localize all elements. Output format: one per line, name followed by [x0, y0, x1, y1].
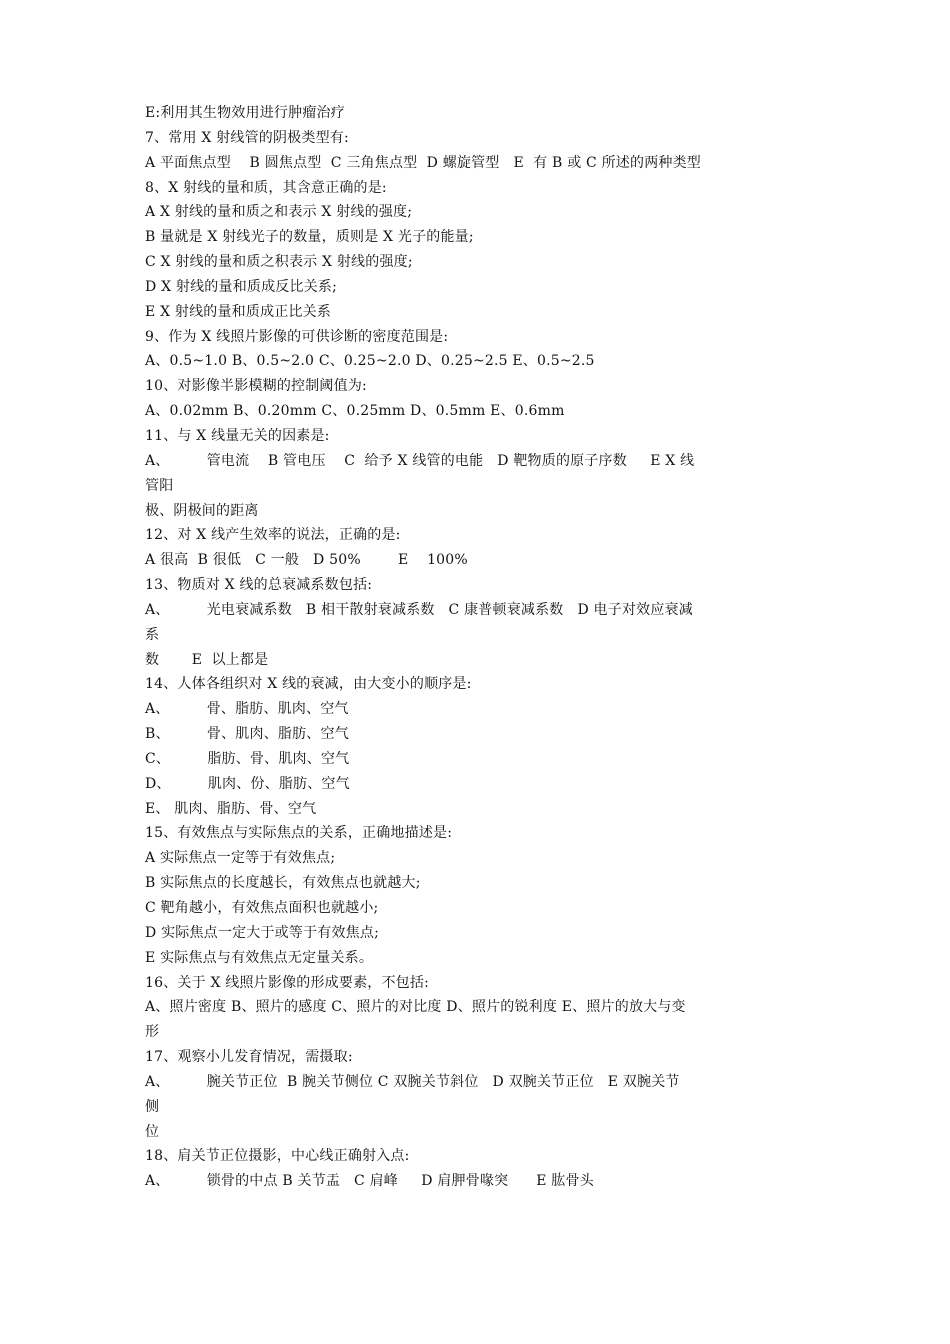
- option-line: B、 骨、肌肉、脂肪、空气: [145, 726, 349, 743]
- options-line: A、照片密度 B、照片的感度 C、照片的对比度 D、照片的锐利度 E、照片的放大与变: [145, 999, 686, 1016]
- options-line-continued: 侧: [145, 1098, 160, 1115]
- options-line: A、0.02mm B、0.20mm C、0.25mm D、0.5mm E、0.6mm: [145, 403, 565, 420]
- options-line-continued: 管阳: [145, 477, 174, 494]
- option-line: E X 射线的量和质成正比关系: [145, 303, 332, 320]
- options-line-continued: 数 E 以上都是: [145, 651, 269, 668]
- option-line: C X 射线的量和质之积表示 X 射线的强度;: [145, 254, 413, 271]
- options-line: A 很高 B 很低 C 一般 D 50% E 100%: [145, 552, 468, 569]
- options-line: A、0.5~1.0 B、0.5~2.0 C、0.25~2.0 D、0.25~2.5 E、0.5~2.5: [145, 353, 595, 370]
- question-8: 8、X 射线的量和质，其含意正确的是:: [145, 179, 387, 196]
- options-line: A 平面焦点型 B 圆焦点型 C 三角焦点型 D 螺旋管型 E 有 B 或 C 所述的两种类型: [145, 154, 702, 171]
- document-page: [145, 101, 825, 1194]
- option-line: D、 肌肉、份、脂肪、空气: [145, 775, 350, 792]
- question-18: 18、肩关节正位摄影，中心线正确射入点:: [145, 1148, 410, 1165]
- option-line: D 实际焦点一定大于或等于有效焦点;: [145, 924, 379, 941]
- option-line: E 实际焦点与有效焦点无定量关系。: [145, 949, 374, 966]
- options-line-continued: 极、阴极间的距离: [145, 502, 259, 519]
- question-12: 12、对 X 线产生效率的说法，正确的是:: [145, 527, 401, 544]
- option-line: C、 脂肪、骨、肌肉、空气: [145, 750, 350, 767]
- question-9: 9、作为 X 线照片影像的可供诊断的密度范围是:: [145, 328, 449, 345]
- option-line: D X 射线的量和质成反比关系;: [145, 278, 338, 295]
- question-7: 7、常用 X 射线管的阴极类型有:: [145, 129, 349, 146]
- question-16: 16、关于 X 线照片影像的形成要素，不包括:: [145, 974, 429, 991]
- question-13: 13、物质对 X 线的总衰减系数包括:: [145, 577, 373, 594]
- option-line: C 靶角越小，有效焦点面积也就越小;: [145, 900, 379, 916]
- options-line-continued: 系: [145, 626, 160, 643]
- question-14: 14、人体各组织对 X 线的衰减，由大变小的顺序是:: [145, 676, 472, 693]
- option-line: A、 骨、脂肪、肌肉、空气: [145, 701, 349, 718]
- options-line: A、 腕关节正位 B 腕关节侧位 C 双腕关节斜位 D 双腕关节正位 E 双腕关节: [145, 1073, 680, 1090]
- text-line: E:利用其生物效用进行肿瘤治疗: [145, 105, 345, 121]
- option-line: E、 肌肉、脂肪、骨、空气: [145, 800, 317, 817]
- question-10: 10、对影像半影模糊的控制阈值为:: [145, 378, 367, 395]
- options-line: A、 管电流 B 管电压 C 给予 X 线管的电能 D 靶物质的原子序数 E X 线: [145, 452, 695, 469]
- option-line: B 实际焦点的长度越长，有效焦点也就越大;: [145, 875, 421, 892]
- option-line: A X 射线的量和质之和表示 X 射线的强度;: [145, 204, 413, 221]
- question-15: 15、有效焦点与实际焦点的关系，正确地描述是:: [145, 825, 453, 842]
- options-line-continued: 位: [145, 1123, 160, 1140]
- option-line: B 量就是 X 射线光子的数量，质则是 X 光子的能量;: [145, 229, 474, 246]
- options-line-continued: 形: [145, 1024, 160, 1041]
- options-line: A、 锁骨的中点 B 关节盂 C 肩峰 D 肩胛骨喙突 E 肱骨头: [145, 1173, 594, 1190]
- option-line: A 实际焦点一定等于有效焦点;: [145, 850, 336, 867]
- options-line: A、 光电衰减系数 B 相干散射衰减系数 C 康普顿衰减系数 D 电子对效应衰减: [145, 601, 693, 618]
- question-11: 11、与 X 线量无关的因素是:: [145, 427, 330, 444]
- question-17: 17、观察小儿发育情况，需摄取:: [145, 1049, 353, 1066]
